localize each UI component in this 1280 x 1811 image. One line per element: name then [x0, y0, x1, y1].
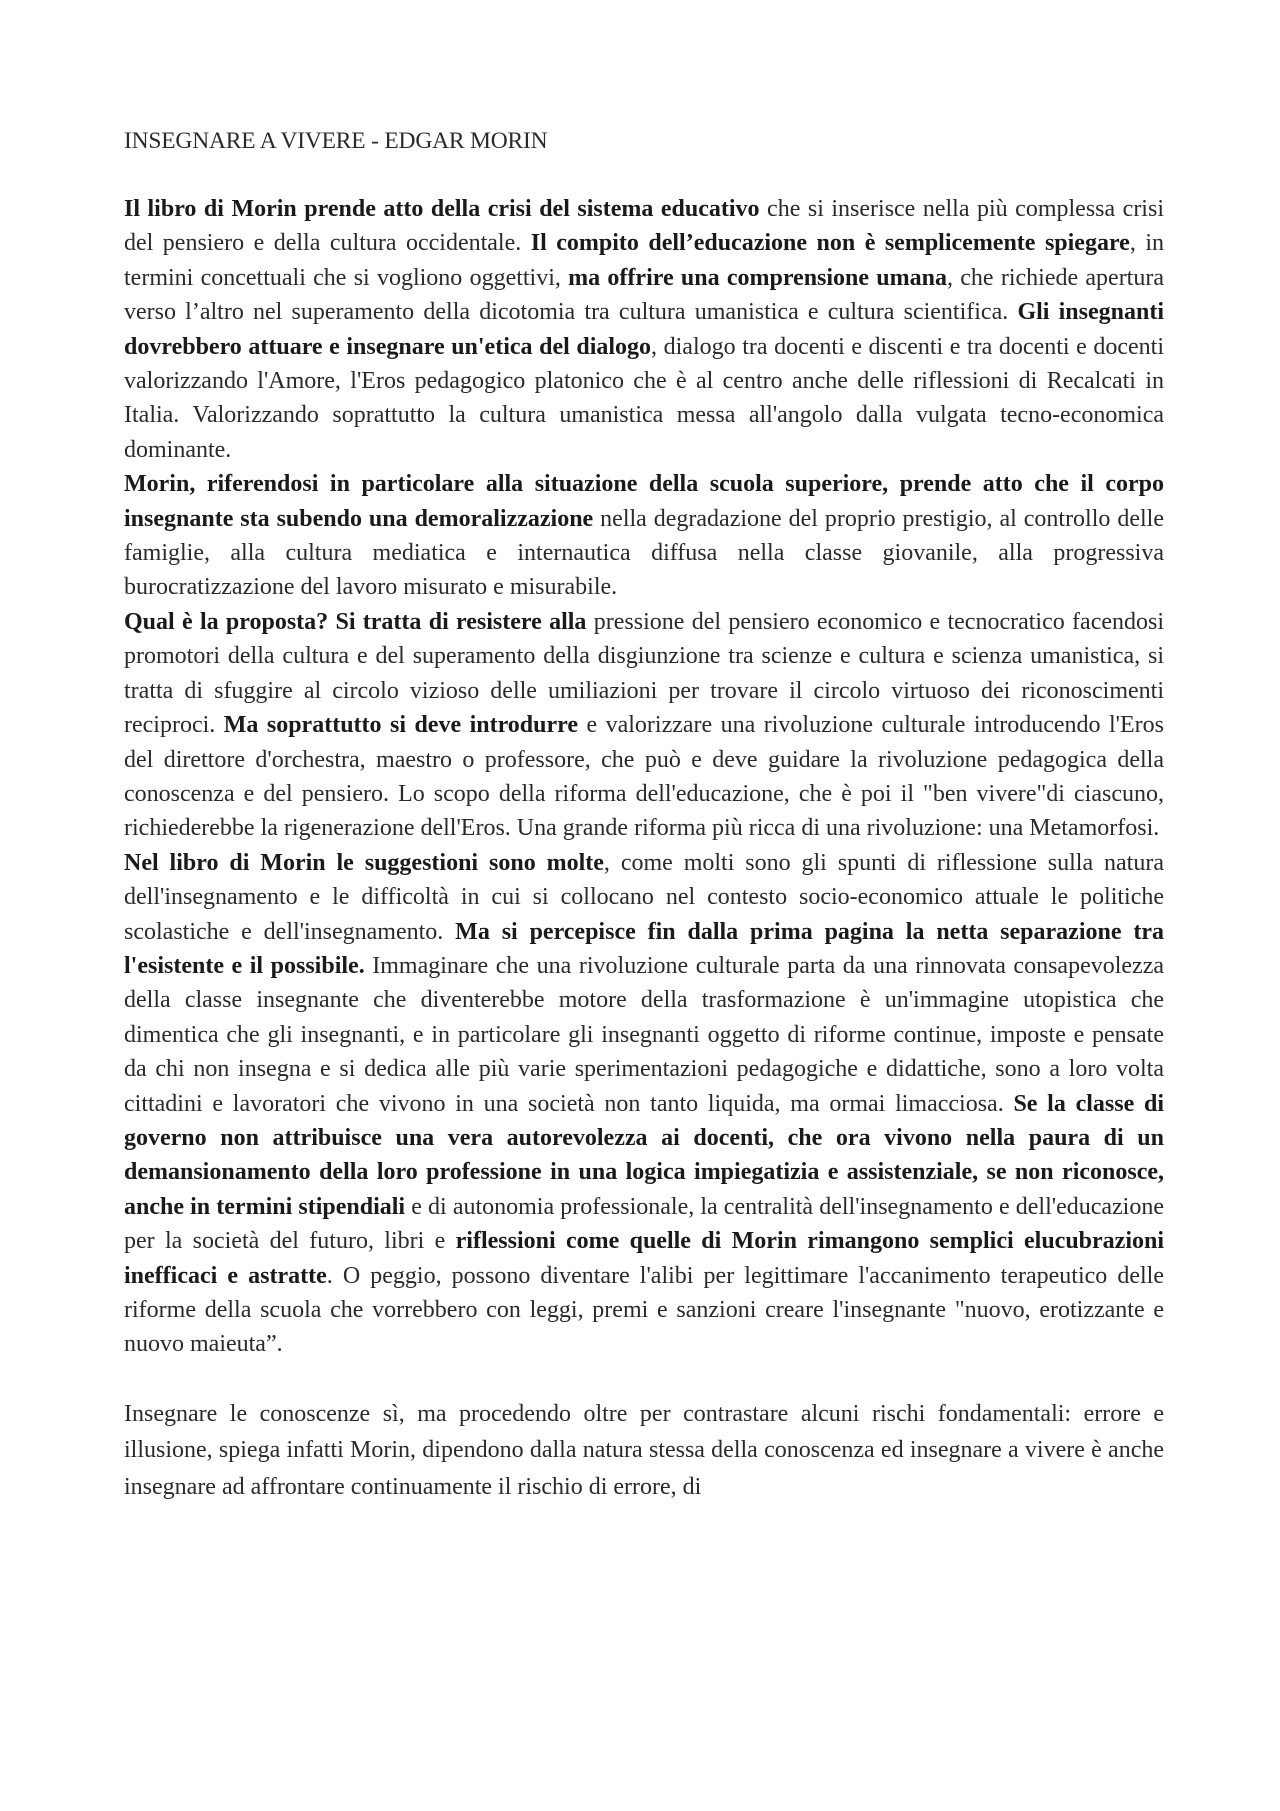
bold-text-run: Nel libro di Morin le suggestioni sono molte: [124, 849, 604, 876]
document-title: INSEGNARE A VIVERE - EDGAR MORIN: [124, 128, 548, 154]
text-run: nella degradazione del proprio prestigio, al controllo delle famiglie, alla cultura mediatica e internautica diffusa nella classe giovanile, alla progressiva burocratizzazione del lavoro misurato e misurabile.: [124, 505, 1164, 601]
bold-text-run: riflessioni come quelle di Morin rimangono semplici elucubrazioni inefficaci e astratte: [124, 1228, 1164, 1289]
bold-text-run: Il libro di Morin prende atto della crisi del sistema educativo: [124, 196, 760, 222]
text-run: pressione del pensiero economico e tecnocratico facendosi promotori della cultura e del superamento della disgiunzione tra scienze e cultura e scienza umanistica, si tratta di sfuggire al circolo vizioso delle umiliazioni per trovare il circolo virtuoso dei riconoscimenti reciproci.: [124, 608, 1165, 739]
text-run: , dialogo tra docenti e discenti e tra docenti e docenti valorizzando l'Amore, l'Eros pedagogico platonico che è al centro anche delle riflessioni di Recalcati in Italia. Valorizzando soprattutto la cultura umanistica messa all'angolo dalla vulgata tecno-economica dominante.: [124, 333, 1165, 463]
text-run: , come molti sono gli spunti di riflessione sulla natura dell'insegnamento e le difficoltà in cui si collocano nel contesto socio-economico attuale le politiche scolastiche e dell'insegnamento.: [124, 849, 1164, 945]
bold-text-run: Ma soprattutto si deve introdurre: [223, 712, 579, 739]
bold-text-run: ma offrire una comprensione umana: [568, 264, 947, 291]
text-run: Immaginare che una rivoluzione culturale parta da una rinnovata consapevolezza della classe insegnante che diventerebbe motore della trasformazione è un'immagine utopistica che dimentica che gli insegnanti, e in particolare gli insegnanti oggetto di riforme continue, imposte e pensate da chi non insegna e si dedica alle più varie sperimentazioni pedagogiche e didattiche, sono a loro volta cittadini e lavoratori che vivono in una società non tanto liquida, ma ormai limacciosa.: [124, 952, 1164, 1117]
text-run: e valorizzare una rivoluzione culturale introducendo l'Eros del direttore d'orchestra, maestro o professore, che può e deve guidare la rivoluzione pedagogica della conoscenza e del pensiero. Lo scopo della riforma dell'educazione, che è poi il "ben vivere"di ciascuno, richiederebbe la rigenerazione dell'Eros. Una grande riforma più ricca di una rivoluzione: una Metamorfosi.: [124, 712, 1164, 842]
paragraph-5: [124, 1396, 1164, 1506]
text-run: , in termini concettuali che si vogliono oggettivi,: [124, 230, 1164, 291]
bold-text-run: Qual è la proposta? Si tratta di resistere alla: [124, 608, 587, 635]
text-run: , che richiede apertura verso l’altro nel superamento della dicotomia tra cultura umanistica e cultura scientifica.: [124, 264, 1164, 326]
paragraph-3: [124, 605, 1164, 846]
paragraph-4: [124, 846, 1164, 1362]
bold-text-run: Gli insegnanti dovrebbero attuare e insegnare un'etica del dialogo: [124, 299, 1165, 360]
text-run: che si inserisce nella più complessa crisi del pensiero e della cultura occidentale.: [124, 196, 1164, 257]
bold-text-run: Il compito dell’educazione non è semplicemente spiegare: [530, 230, 1130, 257]
bold-text-run: Ma si percepisce fin dalla prima pagina la netta separazione tra l'esistente e il possibile.: [124, 918, 1165, 979]
text-run: Insegnare le conoscenze sì, ma procedendo oltre per contrastare alcuni rischi fondamentali: errore e illusione, spiega infatti Morin, dipendono dalla natura stessa della conoscenza ed insegnare a vivere è anche insegnare ad affrontare continuamente il rischio di errore, di: [124, 1400, 1164, 1500]
document-page: [124, 124, 1164, 1505]
bold-text-run: Morin, riferendosi in particolare alla situazione della scuola superiore, prende atto che il corpo insegnante sta subendo una demoralizzazione: [124, 471, 1164, 532]
text-run: e di autonomia professionale, la centralità dell'insegnamento e dell'educazione per la società del futuro, libri e: [124, 1193, 1164, 1255]
paragraph-1: [124, 192, 1164, 467]
paragraph-2: [124, 467, 1164, 605]
text-run: . O peggio, possono diventare l'alibi per legittimare l'accanimento terapeutico delle riforme della scuola che vorrebbero con leggi, premi e sanzioni creare l'insegnante "nuovo, erotizzante e nuovo maieuta”.: [124, 1262, 1164, 1358]
bold-text-run: Se la classe di governo non attribuisce una vera autorevolezza ai docenti, che ora vivono nella paura di un demansionamento della loro professione in una logica impiegatizia e assistenziale, se non riconosce, anche in termini stipendiali: [124, 1090, 1164, 1220]
